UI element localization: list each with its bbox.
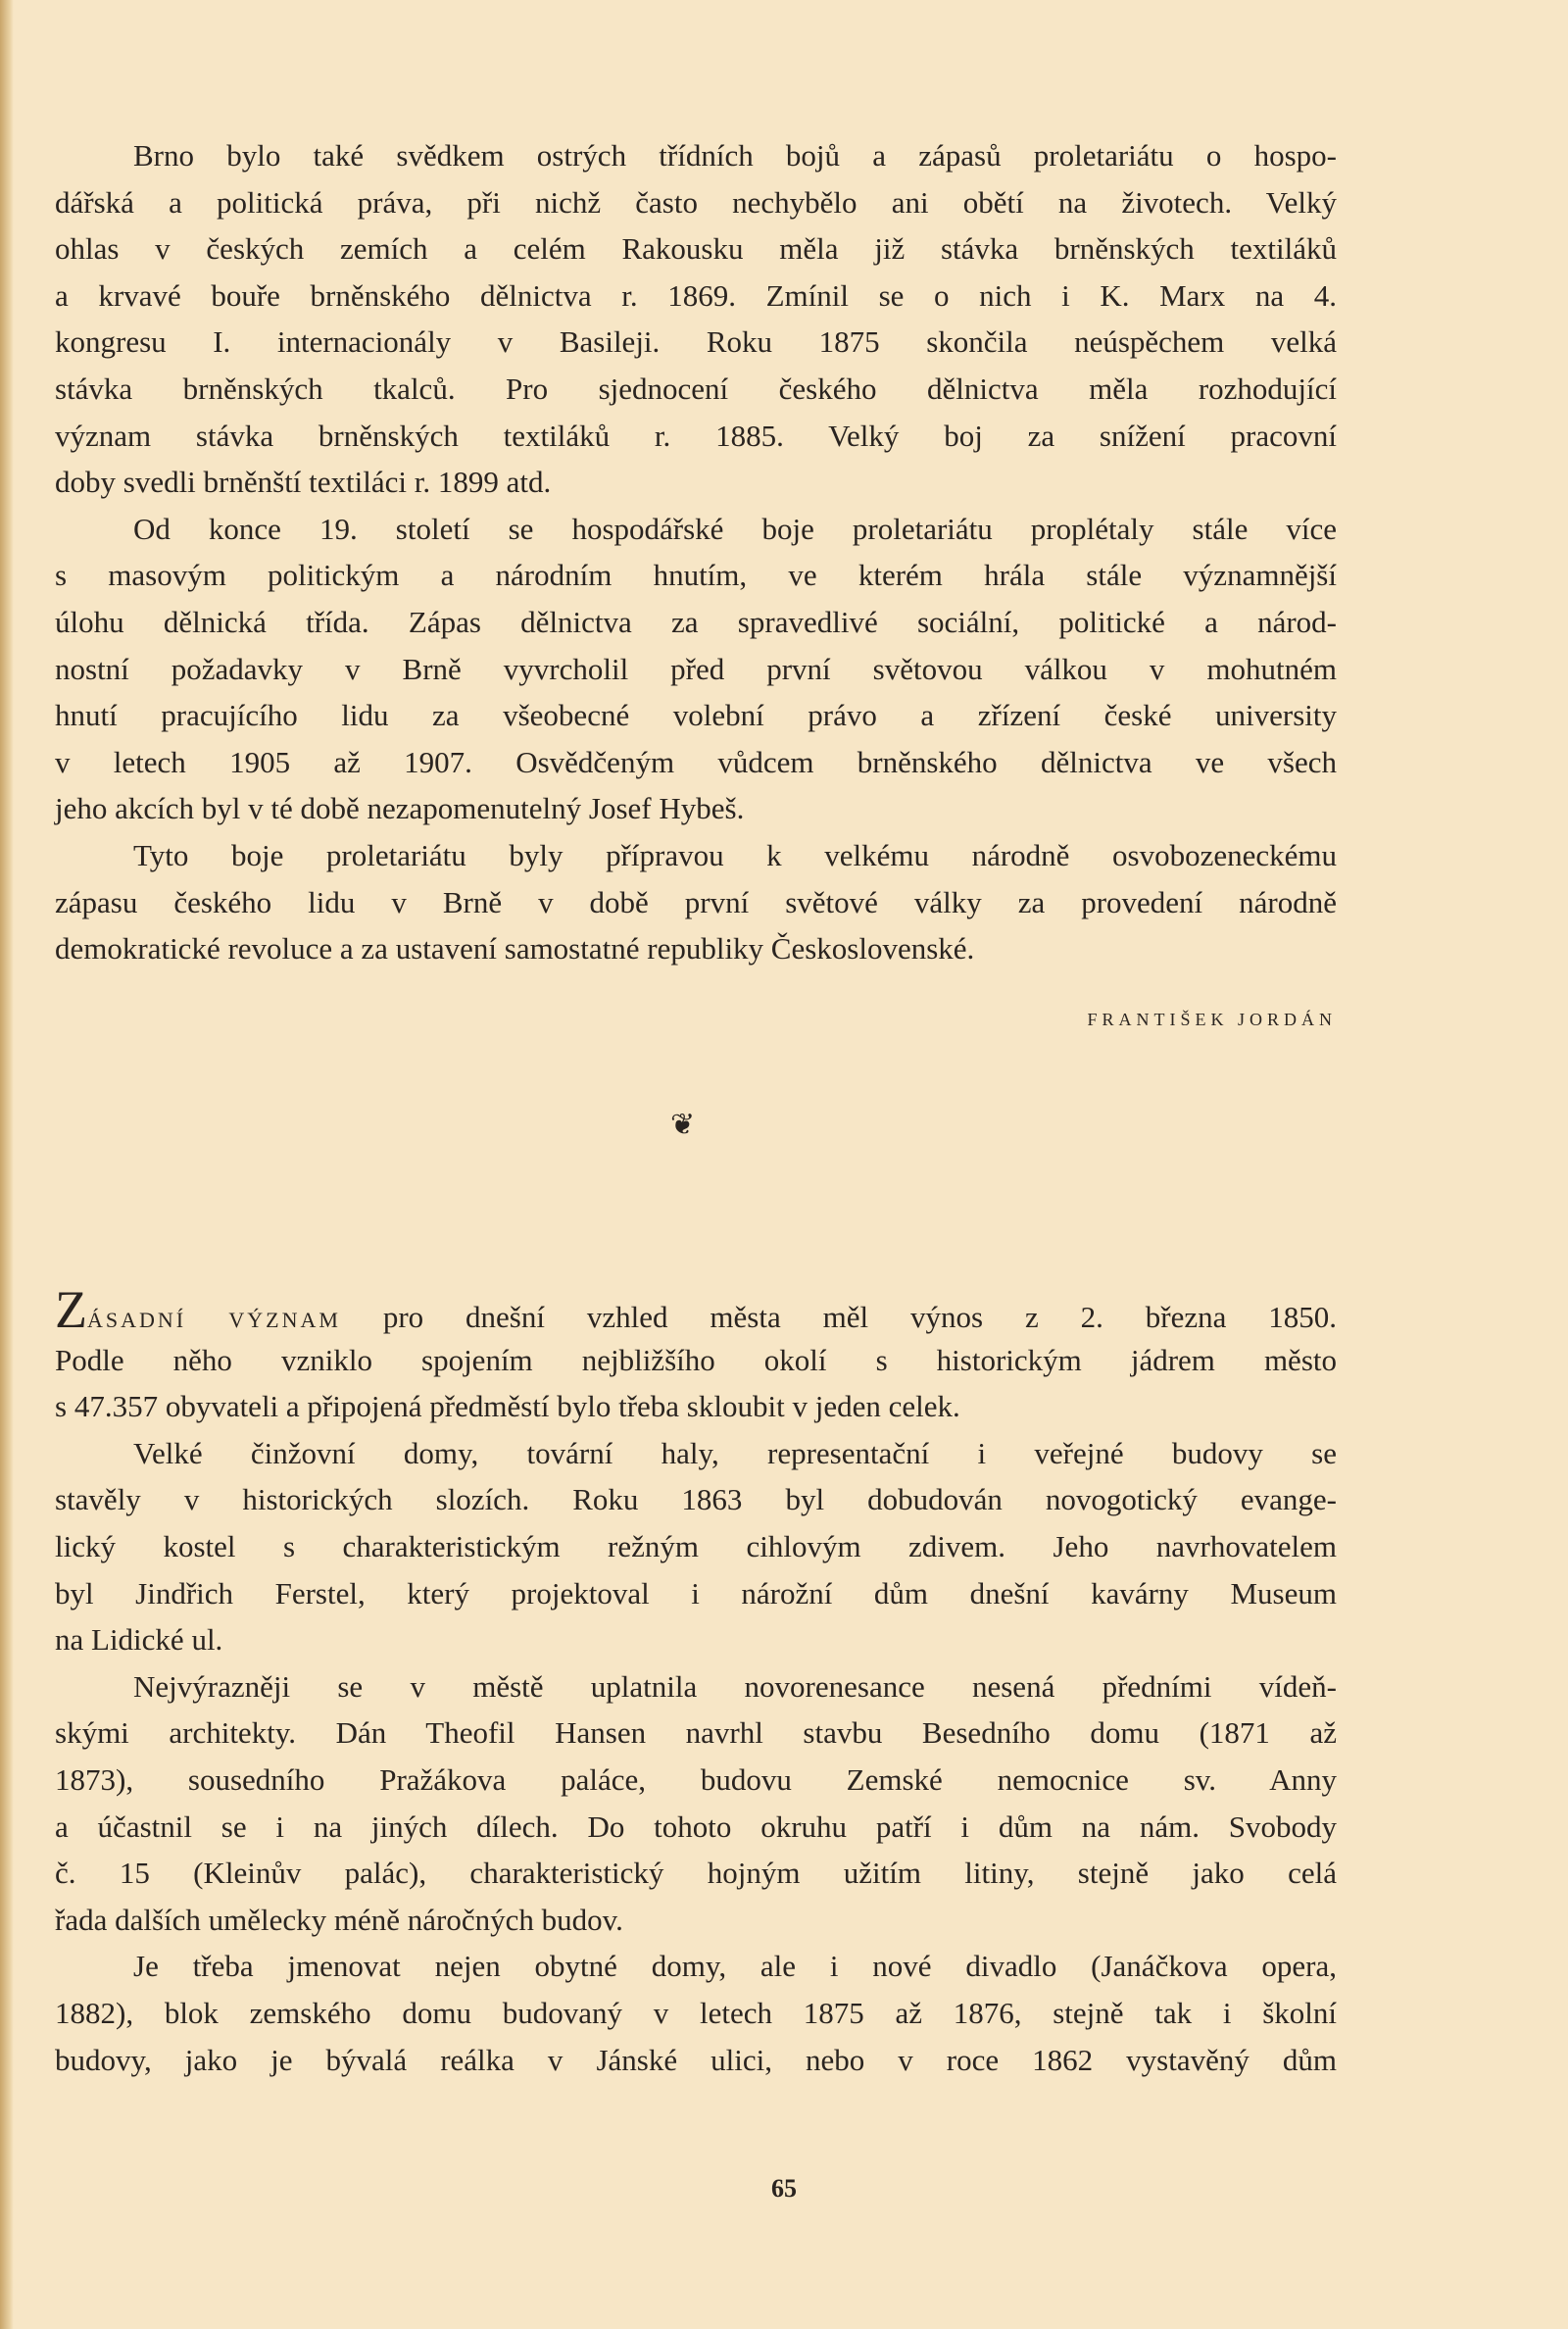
text-line: byl Jindřich Ferstel, který projektoval i nárožní dům dnešní kavárny Museum [55, 1575, 1337, 1610]
text-line: Brno bylo také svědkem ostrých třídních bojů a zápasů proletariátu o hospo- [133, 138, 1337, 173]
text-line: s masovým politickým a národním hnutím, ve kterém hrála stále významnější [55, 558, 1337, 593]
text-line: Velké činžovní domy, tovární haly, representační i veřejné budovy se [133, 1435, 1337, 1470]
text-line: řada dalších umělecky méně náročných budov. [55, 1902, 623, 1937]
text-line: v letech 1905 až 1907. Osvědčeným vůdcem brněnského dělnictva ve všech [55, 744, 1337, 779]
page-number: 65 [771, 2174, 797, 2203]
first-line-text: pro dnešní vzhled města měl výnos z 2. března 1850. [382, 1300, 1338, 1334]
text-line: na Lidické ul. [55, 1622, 223, 1658]
section-1-text [55, 132, 1337, 972]
text-line: Od konce 19. století se hospodářské boje proletariátu proplétaly stále více [133, 511, 1337, 546]
text-line: ohlas v českých zemích a celém Rakousku měla již stávka brněnských textiláků [55, 231, 1337, 267]
text-line: jeho akcích byl v té době nezapomenutelný Josef Hybeš. [55, 791, 745, 826]
text-line: skými architekty. Dán Theofil Hansen navrhl stavbu Besedního domu (1871 až [55, 1715, 1337, 1751]
text-line: Podle něho vzniklo spojením nejbližšího okolí s historickým jádrem město [55, 1342, 1337, 1377]
section-2-first-line [55, 1280, 1338, 1339]
text-line: č. 15 (Kleinův palác), charakteristický hojným užitím litiny, stejně jako celá [55, 1856, 1337, 1891]
initial-letter: Z [55, 1280, 87, 1339]
small-caps-heading: ÁSADNÍ VÝZNAM [87, 1308, 341, 1332]
text-line: s 47.357 obyvateli a připojená předměstí bylo třeba skloubit v jeden celek. [55, 1389, 960, 1424]
text-line: lický kostel s charakteristickým režným cihlovým zdivem. Jeho navrhovatelem [55, 1528, 1337, 1563]
text-line: doby svedli brněnští textiláci r. 1899 atd. [55, 465, 552, 500]
text-line: 1882), blok zemského domu budovaný v letech 1875 až 1876, stejně tak i školní [55, 1995, 1337, 2030]
text-line: a krvavé bouře brněnského dělnictva r. 1869. Zmínil se o nich i K. Marx na 4. [55, 277, 1337, 313]
floral-ornament-icon: ❦ [670, 1109, 696, 1141]
text-line: a účastnil se i na jiných dílech. Do tohoto okruhu patří i dům na nám. Svobody [55, 1809, 1337, 1844]
text-line: úlohu dělnická třída. Zápas dělnictva za spravedlivé sociální, politické a národ- [55, 604, 1337, 639]
section-2-text [55, 1280, 1338, 2083]
text-line: demokratické revoluce a za ustavení samostatné republiky Československé. [55, 931, 975, 966]
text-line: nostní požadavky v Brně vyvrcholil před první světovou válkou v mohutném [55, 651, 1337, 686]
text-line: dářská a politická práva, při nichž často nechybělo ani obětí na životech. Velký [55, 184, 1337, 220]
text-line: význam stávka brněnských textiláků r. 1885. Velký boj za snížení pracovní [55, 418, 1337, 453]
book-spine-edge [0, 0, 14, 2329]
author-signature: FRANTIŠEK JORDÁN [1087, 1010, 1337, 1029]
text-line: Tyto boje proletariátu byly přípravou k velkému národně osvobozeneckému [133, 837, 1337, 872]
text-line: zápasu českého lidu v Brně v době první světové války za provedení národně [55, 884, 1337, 919]
text-line: 1873), sousedního Pražákova paláce, budovu Zemské nemocnice sv. Anny [55, 1761, 1337, 1797]
text-line: kongresu I. internacionály v Basileji. Roku 1875 skončila neúspěchem velká [55, 324, 1337, 360]
text-line: stavěly v historických slozích. Roku 1863 byl dobudován novogotický evange- [55, 1482, 1337, 1517]
text-line: Je třeba jmenovat nejen obytné domy, ale i nové divadlo (Janáčkova opera, [133, 1949, 1337, 1984]
text-line: budovy, jako je bývalá reálka v Jánské ulici, nebo v roce 1862 vystavěný dům [55, 2042, 1337, 2077]
text-line: stávka brněnských tkalců. Pro sjednocení českého dělnictva měla rozhodující [55, 371, 1337, 406]
text-line: hnutí pracujícího lidu za všeobecné volební právo a zřízení české university [55, 698, 1337, 733]
text-line: Nejvýrazněji se v městě uplatnila novorenesance nesená předními vídeň- [133, 1668, 1337, 1704]
